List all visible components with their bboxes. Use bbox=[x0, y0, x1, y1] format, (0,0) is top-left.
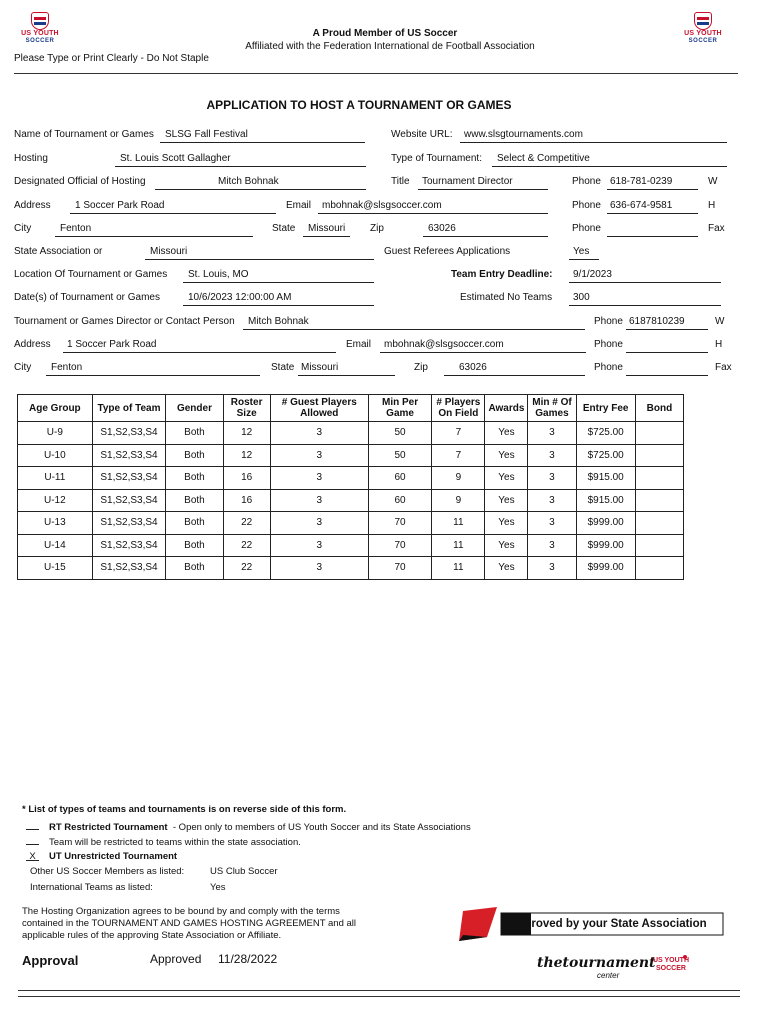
dir-state-label: State bbox=[271, 362, 295, 373]
header-divider bbox=[14, 73, 738, 74]
approval-date[interactable]: 11/28/2022 bbox=[218, 952, 278, 966]
state-assoc-value[interactable]: Missouri bbox=[150, 246, 188, 257]
rt-description: - Open only to members of US Youth Soccer and its State Associations bbox=[172, 822, 471, 833]
col-gender: Gender bbox=[166, 395, 223, 422]
table-cell: 3 bbox=[528, 489, 576, 512]
guest-referees-label: Guest Referees Applications bbox=[384, 246, 511, 257]
table-cell: Yes bbox=[485, 467, 528, 490]
guest-referees-value[interactable]: Yes bbox=[573, 246, 590, 257]
table-cell: 60 bbox=[368, 467, 431, 490]
tournament-type-label: Type of Tournament: bbox=[391, 153, 482, 164]
dir-phone2-suffix: H bbox=[715, 339, 723, 350]
footer-divider-1 bbox=[18, 990, 740, 991]
hosting-label: Hosting bbox=[14, 153, 48, 164]
dir-phone-label: Phone bbox=[594, 316, 623, 327]
dir-email-label: Email bbox=[346, 339, 372, 350]
other-members-label: Other US Soccer Members as listed: bbox=[30, 866, 185, 877]
dir-state-value[interactable]: Missouri bbox=[301, 362, 339, 373]
table-cell bbox=[635, 422, 683, 445]
table-cell bbox=[635, 489, 683, 512]
director-label: Tournament or Games Director or Contact Person bbox=[14, 316, 235, 327]
other-members-value[interactable]: US Club Soccer bbox=[210, 866, 278, 877]
table-cell bbox=[635, 512, 683, 535]
table-cell: 50 bbox=[368, 422, 431, 445]
table-cell: 3 bbox=[270, 557, 368, 580]
table-body bbox=[18, 422, 684, 580]
table-cell: 70 bbox=[368, 557, 431, 580]
table-cell: 3 bbox=[270, 467, 368, 490]
table-cell: 11 bbox=[432, 557, 485, 580]
table-cell: 12 bbox=[223, 444, 270, 467]
num-teams-label: Estimated No Teams bbox=[460, 292, 553, 303]
director-value[interactable]: Mitch Bohnak bbox=[248, 316, 309, 327]
approved-badge-graphic bbox=[457, 905, 725, 985]
table-cell: $915.00 bbox=[576, 489, 635, 512]
table-cell: Both bbox=[166, 422, 223, 445]
table-cell: 50 bbox=[368, 444, 431, 467]
col-age-group: Age Group bbox=[18, 395, 93, 422]
table-cell: U-14 bbox=[18, 534, 93, 557]
dir-zip-label: Zip bbox=[414, 362, 428, 373]
table-cell: Both bbox=[166, 444, 223, 467]
member-line: A Proud Member of US Soccer bbox=[312, 28, 458, 39]
phone1-value[interactable]: 618-781-0239 bbox=[610, 176, 673, 187]
dir-phone2-label: Phone bbox=[594, 339, 623, 350]
table-cell: 3 bbox=[528, 512, 576, 535]
rt-title: RT Restricted Tournament bbox=[49, 822, 168, 833]
table-cell: 3 bbox=[270, 444, 368, 467]
dir-address-label: Address bbox=[14, 339, 51, 350]
state-value[interactable]: Missouri bbox=[308, 223, 346, 234]
phone1-suffix: W bbox=[708, 176, 718, 187]
table-cell: U-11 bbox=[18, 467, 93, 490]
website-value[interactable]: www.slsgtournaments.com bbox=[464, 129, 583, 140]
ut-checkbox[interactable]: X bbox=[26, 851, 39, 861]
table-cell: U-12 bbox=[18, 489, 93, 512]
print-note: Please Type or Print Clearly - Do Not Staple bbox=[14, 53, 209, 64]
official-label: Designated Official of Hosting bbox=[14, 176, 146, 187]
table-cell: 22 bbox=[223, 557, 270, 580]
table-cell: 3 bbox=[528, 444, 576, 467]
table-cell: 70 bbox=[368, 534, 431, 557]
table-cell: Yes bbox=[485, 489, 528, 512]
table-row bbox=[18, 422, 684, 445]
table-row bbox=[18, 489, 684, 512]
entry-deadline-label: Team Entry Deadline: bbox=[451, 269, 553, 280]
hosting-agreement: The Hosting Organization agrees to be bound by and comply with the terms contained in the TOURNAMENT AND GAMES HOSTING AGREEMENT and all applicable rules of the approving State Association or Affiliate. bbox=[22, 906, 357, 941]
table-cell: Both bbox=[166, 534, 223, 557]
table-cell: S1,S2,S3,S4 bbox=[92, 512, 166, 535]
table-cell: Both bbox=[166, 467, 223, 490]
num-teams-value[interactable]: 300 bbox=[573, 292, 590, 303]
table-cell: S1,S2,S3,S4 bbox=[92, 467, 166, 490]
dir-phone3-label: Phone bbox=[594, 362, 623, 373]
table-cell: 11 bbox=[432, 534, 485, 557]
usys-logo-right: US YOUTH SOCCER bbox=[682, 12, 724, 52]
address-value[interactable]: 1 Soccer Park Road bbox=[75, 200, 165, 211]
phone3-suffix: Fax bbox=[708, 223, 725, 234]
entry-deadline-value[interactable]: 9/1/2023 bbox=[573, 269, 612, 280]
state-label: State bbox=[272, 223, 296, 234]
table-cell: 7 bbox=[432, 444, 485, 467]
table-cell: S1,S2,S3,S4 bbox=[92, 534, 166, 557]
official-value[interactable]: Mitch Bohnak bbox=[218, 176, 279, 187]
table-cell: 22 bbox=[223, 534, 270, 557]
table-row bbox=[18, 557, 684, 580]
badge-text: Approved by your State Association bbox=[509, 918, 707, 930]
table-cell: 9 bbox=[432, 489, 485, 512]
dir-city-value[interactable]: Fenton bbox=[51, 362, 83, 373]
table-cell: 3 bbox=[528, 467, 576, 490]
table-cell: 16 bbox=[223, 467, 270, 490]
usys-logo-left: US YOUTH SOCCER bbox=[19, 12, 61, 52]
table-cell: $725.00 bbox=[576, 422, 635, 445]
col-entry-fee: Entry Fee bbox=[576, 395, 635, 422]
table-cell bbox=[635, 534, 683, 557]
col-awards: Awards bbox=[485, 395, 528, 422]
table-header-row bbox=[18, 395, 684, 422]
dir-phone-value[interactable]: 6187810239 bbox=[629, 316, 685, 327]
ut-title: UT Unrestricted Tournament bbox=[49, 851, 178, 862]
table-cell: 3 bbox=[528, 534, 576, 557]
email-label: Email bbox=[286, 200, 312, 211]
table-cell: 3 bbox=[270, 489, 368, 512]
table-cell: 3 bbox=[528, 422, 576, 445]
table-cell: 22 bbox=[223, 512, 270, 535]
table-cell: 16 bbox=[223, 489, 270, 512]
state-assoc-label: State Association or bbox=[14, 246, 103, 257]
table-cell: $999.00 bbox=[576, 512, 635, 535]
intl-teams-value[interactable]: Yes bbox=[210, 882, 226, 893]
table-cell: 60 bbox=[368, 489, 431, 512]
phone1-label: Phone bbox=[572, 176, 601, 187]
phone2-label: Phone bbox=[572, 200, 601, 211]
table-row bbox=[18, 467, 684, 490]
rt-detail-checkbox[interactable] bbox=[26, 835, 39, 845]
table-row bbox=[18, 444, 684, 467]
table-cell: 3 bbox=[270, 534, 368, 557]
table-cell: Yes bbox=[485, 444, 528, 467]
email-value[interactable]: mbohnak@slsgsoccer.com bbox=[322, 200, 442, 211]
team-divisions-table bbox=[17, 394, 684, 580]
table-cell: Both bbox=[166, 557, 223, 580]
rt-checkbox[interactable] bbox=[26, 820, 39, 830]
col-roster-size: Roster Size bbox=[223, 395, 270, 422]
badge-brand: thetournament bbox=[537, 955, 656, 971]
hosting-value[interactable]: St. Louis Scott Gallagher bbox=[120, 153, 231, 164]
rt-description-2: Team will be restricted to teams within the state association. bbox=[49, 837, 301, 848]
address-label: Address bbox=[14, 200, 51, 211]
dir-email-value[interactable]: mbohnak@slsgsoccer.com bbox=[384, 339, 504, 350]
table-cell bbox=[635, 444, 683, 467]
approval-value[interactable]: Approved bbox=[150, 952, 202, 966]
table-cell: S1,S2,S3,S4 bbox=[92, 557, 166, 580]
dir-zip-value[interactable]: 63026 bbox=[459, 362, 487, 373]
phone2-suffix: H bbox=[708, 200, 716, 211]
table-cell: $999.00 bbox=[576, 557, 635, 580]
table-cell: Both bbox=[166, 489, 223, 512]
table-cell: 70 bbox=[368, 512, 431, 535]
table-cell: 7 bbox=[432, 422, 485, 445]
zip-value[interactable]: 63026 bbox=[428, 223, 456, 234]
affiliated-line: Affiliated with the Federation International de Football Association bbox=[245, 41, 535, 52]
col-guest-players: # Guest Players Allowed bbox=[270, 395, 368, 422]
col-type-of-team: Type of Team bbox=[92, 395, 166, 422]
badge-brand-sub: center bbox=[597, 971, 620, 980]
table-cell: 9 bbox=[432, 467, 485, 490]
dir-city-label: City bbox=[14, 362, 32, 373]
table-cell: S1,S2,S3,S4 bbox=[92, 489, 166, 512]
rt-row-2 bbox=[26, 835, 301, 848]
dir-phone3-suffix: Fax bbox=[715, 362, 732, 373]
table-cell: Both bbox=[166, 512, 223, 535]
table-row bbox=[18, 534, 684, 557]
col-min-per-game: Min Per Game bbox=[368, 395, 431, 422]
dates-label: Date(s) of Tournament or Games bbox=[14, 292, 160, 303]
table-cell: $915.00 bbox=[576, 467, 635, 490]
footer-divider-2 bbox=[18, 996, 740, 997]
table-cell: 11 bbox=[432, 512, 485, 535]
table-cell: 3 bbox=[528, 557, 576, 580]
tournament-name-label: Name of Tournament or Games bbox=[14, 129, 154, 140]
table-cell: 3 bbox=[270, 422, 368, 445]
col-bond: Bond bbox=[635, 395, 683, 422]
table-cell bbox=[635, 557, 683, 580]
zip-label: Zip bbox=[370, 223, 384, 234]
city-label: City bbox=[14, 223, 32, 234]
tournament-name-value[interactable]: SLSG Fall Festival bbox=[165, 129, 248, 140]
table-cell: Yes bbox=[485, 422, 528, 445]
rt-row bbox=[26, 820, 471, 833]
phone3-label: Phone bbox=[572, 223, 601, 234]
table-cell: $725.00 bbox=[576, 444, 635, 467]
dir-phone-suffix: W bbox=[715, 316, 725, 327]
ut-row bbox=[26, 851, 177, 862]
col-min-games: Min # Of Games bbox=[528, 395, 576, 422]
approval-label: Approval bbox=[22, 953, 79, 968]
table-cell: Yes bbox=[485, 534, 528, 557]
table-cell: $999.00 bbox=[576, 534, 635, 557]
location-value[interactable]: St. Louis, MO bbox=[188, 269, 249, 280]
table-cell: S1,S2,S3,S4 bbox=[92, 422, 166, 445]
state-association-badge bbox=[457, 905, 725, 985]
location-label: Location Of Tournament or Games bbox=[14, 269, 168, 280]
tournament-type-value[interactable]: Select & Competitive bbox=[497, 153, 590, 164]
table-cell: U-9 bbox=[18, 422, 93, 445]
phone2-value[interactable]: 636-674-9581 bbox=[610, 200, 673, 211]
table-cell: U-13 bbox=[18, 512, 93, 535]
col-players-on-field: # Players On Field bbox=[432, 395, 485, 422]
title-label: Title bbox=[391, 176, 410, 187]
table-cell: S1,S2,S3,S4 bbox=[92, 444, 166, 467]
list-note: * List of types of teams and tournaments is on reverse side of this form. bbox=[22, 804, 347, 815]
table-cell: Yes bbox=[485, 557, 528, 580]
badge-usys-logo: US YOUTH SOCCER bbox=[652, 957, 690, 972]
table-cell: 12 bbox=[223, 422, 270, 445]
table-cell: Yes bbox=[485, 512, 528, 535]
intl-teams-label: International Teams as listed: bbox=[30, 882, 153, 893]
city-value[interactable]: Fenton bbox=[60, 223, 92, 234]
table-cell: U-15 bbox=[18, 557, 93, 580]
table-row bbox=[18, 512, 684, 535]
title-value[interactable]: Tournament Director bbox=[422, 176, 513, 187]
table-cell bbox=[635, 467, 683, 490]
website-label: Website URL: bbox=[391, 129, 453, 140]
dates-value[interactable]: 10/6/2023 12:00:00 AM bbox=[188, 292, 292, 303]
dir-address-value[interactable]: 1 Soccer Park Road bbox=[67, 339, 157, 350]
form-title: APPLICATION TO HOST A TOURNAMENT OR GAMES bbox=[206, 98, 512, 112]
table-cell: U-10 bbox=[18, 444, 93, 467]
table-cell: 3 bbox=[270, 512, 368, 535]
